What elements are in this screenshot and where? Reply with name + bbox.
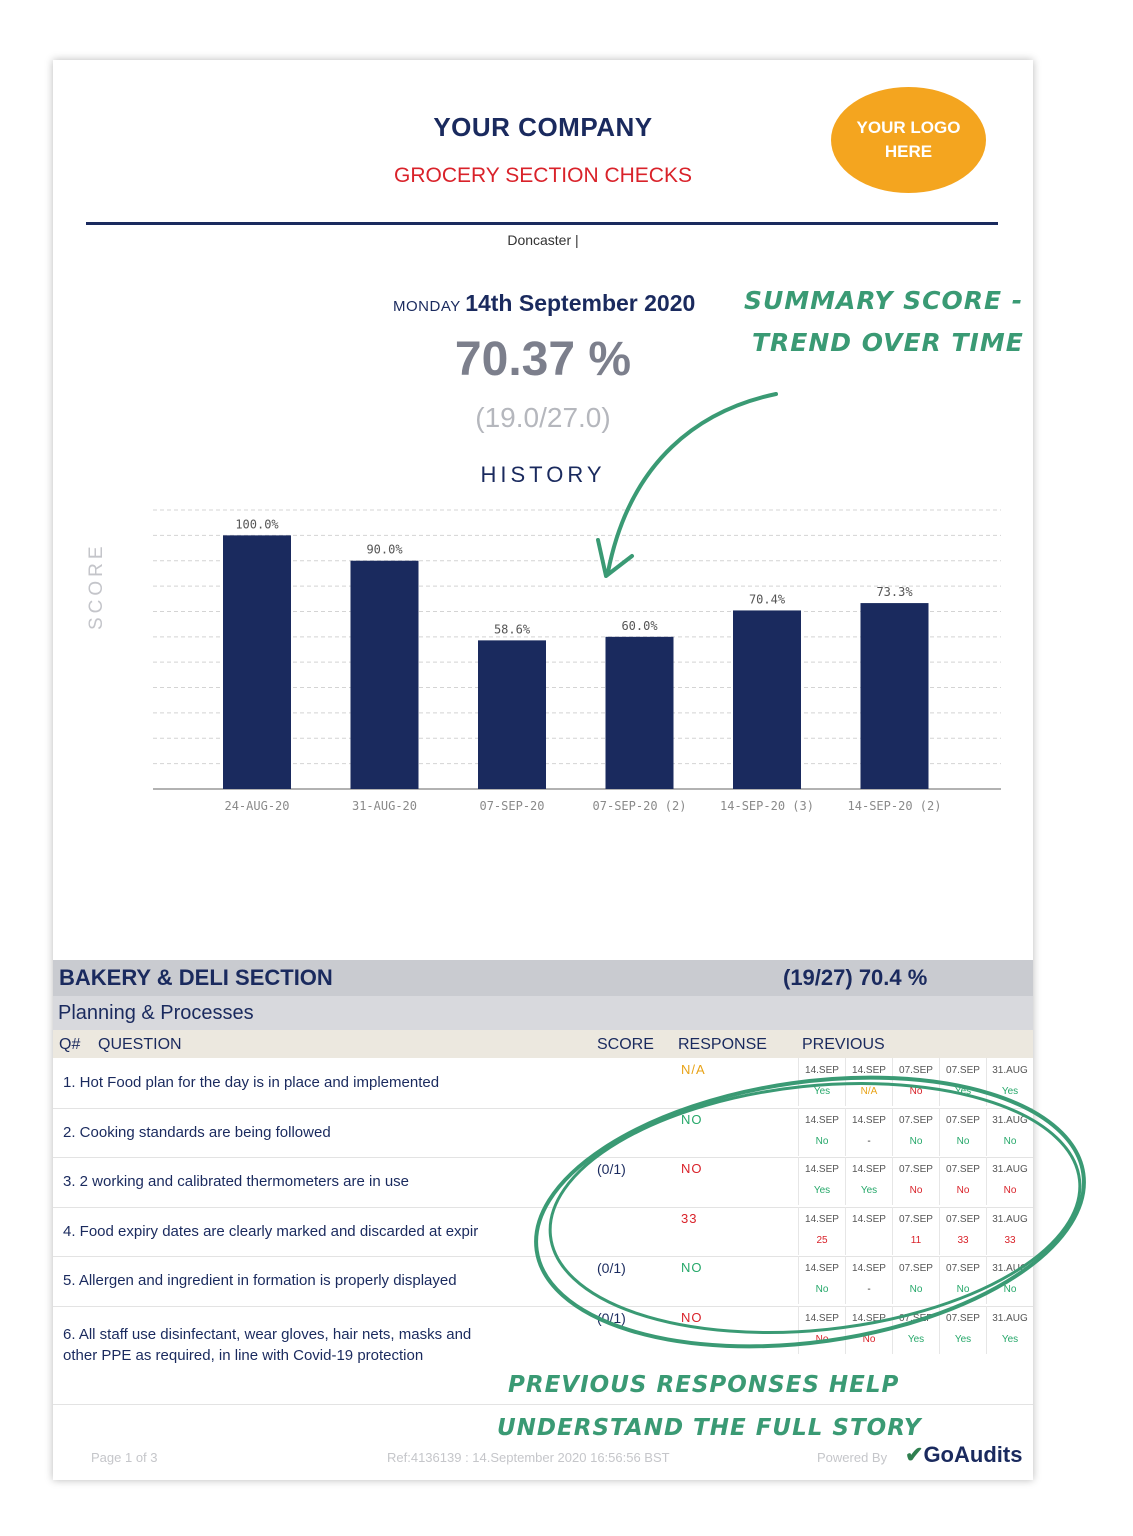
previous-date: 31.AUG (992, 1115, 1028, 1126)
bar-data-label: 60.0% (621, 618, 658, 633)
previous-date: 14.SEP (805, 1214, 839, 1225)
chart-bar (351, 561, 419, 789)
previous-response-cell (892, 1058, 939, 1106)
previous-date: 14.SEP (805, 1313, 839, 1324)
previous-value: Yes (954, 1334, 972, 1345)
previous-date: 14.SEP (805, 1263, 839, 1274)
previous-date: 14.SEP (805, 1065, 839, 1076)
previous-response-cell (939, 1108, 986, 1156)
bar-data-label: 70.4% (748, 592, 786, 607)
question-row (53, 1058, 1033, 1109)
question-score: (0/1) (597, 1161, 626, 1177)
page-number: Page 1 of 3 (91, 1450, 158, 1465)
previous-date: 07.SEP (946, 1214, 980, 1225)
previous-value: No (956, 1185, 970, 1196)
previous-responses (798, 1157, 1033, 1205)
previous-value: Yes (954, 1086, 972, 1097)
previous-response-cell (798, 1058, 845, 1106)
x-tick-label: 07-SEP-20 (479, 799, 545, 813)
previous-date: 14.SEP (805, 1115, 839, 1126)
previous-value: Yes (1001, 1334, 1019, 1345)
previous-value: 11 (910, 1235, 922, 1246)
previous-date: 07.SEP (899, 1115, 933, 1126)
question-response: NO (681, 1112, 703, 1127)
subsection-header (53, 996, 1033, 1030)
previous-value: - (867, 1284, 871, 1295)
previous-response-cell (845, 1207, 892, 1255)
chart-bar (606, 637, 674, 789)
report-day: MONDAY (393, 298, 461, 315)
previous-date: 14.SEP (852, 1263, 886, 1274)
question-row (53, 1256, 1033, 1307)
previous-date: 14.SEP (805, 1164, 839, 1175)
previous-response-cell (798, 1157, 845, 1205)
previous-date: 31.AUG (992, 1313, 1028, 1324)
previous-value: No (909, 1136, 923, 1147)
logo-line-2: HERE (884, 142, 933, 161)
company-name: YOUR COMPANY (433, 112, 653, 142)
previous-date: 07.SEP (899, 1313, 933, 1324)
summary-fraction: (19.0/27.0) (475, 402, 611, 433)
previous-date: 07.SEP (946, 1263, 980, 1274)
col-qnum: Q# (59, 1036, 81, 1053)
previous-value: No (1003, 1284, 1017, 1295)
previous-response-cell (986, 1157, 1033, 1205)
bar-data-label: 90.0% (366, 542, 403, 557)
previous-response-cell (939, 1157, 986, 1205)
previous-value: No (909, 1284, 923, 1295)
col-question: QUESTION (98, 1036, 182, 1053)
previous-responses (798, 1256, 1033, 1304)
previous-date: 07.SEP (946, 1164, 980, 1175)
report-date-value: 14th September 2020 (465, 290, 696, 316)
chart-bar (478, 640, 546, 789)
history-title: HISTORY (480, 462, 606, 487)
previous-date: 07.SEP (946, 1065, 980, 1076)
previous-value: No (909, 1086, 923, 1097)
question-text: 1. Hot Food plan for the day is in place and implemented (63, 1074, 440, 1091)
chart-bar (861, 603, 929, 789)
annotation-previous-line1: PREVIOUS RESPONSES HELP (508, 1372, 900, 1398)
check-icon: ✔ (905, 1442, 924, 1467)
previous-response-cell (845, 1157, 892, 1205)
report-reference: Ref:4136139 : 14.September 2020 16:56:56 BST (387, 1450, 670, 1465)
previous-response-cell (892, 1108, 939, 1156)
previous-responses (798, 1058, 1033, 1106)
previous-value: Yes (907, 1334, 925, 1345)
previous-date: 14.SEP (852, 1164, 886, 1175)
question-text-line2: other PPE as required, in line with Covid-19 protection (63, 1347, 424, 1364)
previous-value: No (956, 1284, 970, 1295)
previous-date: 14.SEP (852, 1065, 886, 1076)
previous-date: 07.SEP (946, 1115, 980, 1126)
goaudits-logo (905, 1442, 1022, 1468)
location-label: Doncaster | (507, 232, 579, 248)
previous-response-cell (798, 1108, 845, 1156)
previous-response-cell (986, 1207, 1033, 1255)
x-tick-label: 07-SEP-20 (2) (592, 799, 687, 813)
question-row (53, 1108, 1033, 1158)
question-row (53, 1157, 1033, 1208)
section-score: (19/27) 70.4 % (783, 965, 928, 990)
previous-response-cell (892, 1306, 939, 1354)
previous-date: 07.SEP (899, 1065, 933, 1076)
previous-response-cell (939, 1058, 986, 1106)
previous-response-cell (939, 1207, 986, 1255)
subsection-title: Planning & Processes (58, 1002, 254, 1024)
question-text: 4. Food expiry dates are clearly marked and discarded at expir (63, 1223, 479, 1240)
previous-value: No (909, 1185, 923, 1196)
logo-line-1: YOUR LOGO (856, 118, 961, 137)
previous-value: Yes (1001, 1086, 1019, 1097)
previous-value: No (1003, 1185, 1017, 1196)
previous-value: 25 (816, 1235, 828, 1246)
previous-response-cell (798, 1207, 845, 1255)
previous-response-cell (845, 1058, 892, 1106)
annotation-previous-line2: UNDERSTAND THE FULL STORY (497, 1415, 922, 1441)
annotation-summary-line2: TREND OVER TIME (752, 328, 1024, 357)
previous-value: Yes (813, 1086, 831, 1097)
previous-date: 07.SEP (899, 1214, 933, 1225)
previous-value: N/A (860, 1086, 878, 1097)
summary-percent: 70.37 % (454, 333, 632, 386)
previous-response-cell (986, 1108, 1033, 1156)
previous-response-cell (892, 1207, 939, 1255)
previous-response-cell (939, 1256, 986, 1304)
previous-date: 07.SEP (946, 1313, 980, 1324)
previous-response-cell (986, 1256, 1033, 1304)
chart-bar (223, 535, 291, 789)
question-response: NO (681, 1161, 703, 1176)
previous-date: 14.SEP (852, 1214, 886, 1225)
question-response: N/A (681, 1062, 706, 1077)
x-tick-label: 31-AUG-20 (351, 799, 418, 813)
bar-data-label: 73.3% (876, 585, 913, 600)
previous-date: 07.SEP (899, 1164, 933, 1175)
chart-bar (733, 610, 801, 789)
question-score: (0/1) (597, 1260, 626, 1276)
col-previous: PREVIOUS (802, 1036, 885, 1053)
previous-response-cell (845, 1108, 892, 1156)
previous-value: Yes (860, 1185, 878, 1196)
question-text: 5. Allergen and ingredient in formation is properly displayed (63, 1272, 457, 1289)
previous-responses (798, 1207, 1033, 1255)
annotation-summary-line1: SUMMARY SCORE - (744, 286, 1024, 315)
previous-value: No (815, 1136, 829, 1147)
question-row (53, 1207, 1033, 1257)
question-text: 2. Cooking standards are being followed (63, 1124, 331, 1141)
previous-value: No (862, 1334, 876, 1345)
chart-y-axis-label: SCORE (86, 542, 107, 630)
previous-responses (798, 1108, 1033, 1156)
previous-value: 33 (1004, 1235, 1016, 1246)
previous-response-cell (798, 1256, 845, 1304)
previous-response-cell (798, 1306, 845, 1354)
bar-data-label: 100.0% (235, 517, 279, 532)
previous-response-cell (986, 1306, 1033, 1354)
question-text: 6. All staff use disinfectant, wear gloves, hair nets, masks and (63, 1326, 472, 1343)
previous-response-cell (986, 1058, 1033, 1106)
previous-date: 31.AUG (992, 1164, 1028, 1175)
powered-by-label: Powered By (817, 1450, 888, 1465)
previous-value: No (1003, 1136, 1017, 1147)
x-tick-label: 14-SEP-20 (3) (720, 799, 814, 813)
previous-response-cell (892, 1157, 939, 1205)
previous-date: 31.AUG (992, 1065, 1028, 1076)
previous-responses (798, 1306, 1033, 1354)
previous-value: No (956, 1136, 970, 1147)
previous-value: 33 (957, 1235, 969, 1246)
col-response: RESPONSE (678, 1036, 767, 1053)
x-tick-label: 24-AUG-20 (224, 799, 290, 813)
bar-data-label: 58.6% (493, 622, 531, 637)
previous-date: 07.SEP (899, 1263, 933, 1274)
question-score: (0/1) (597, 1310, 626, 1326)
col-score: SCORE (597, 1036, 654, 1053)
x-tick-label: 14-SEP-20 (2) (847, 799, 942, 813)
previous-value: No (815, 1334, 829, 1345)
previous-response-cell (892, 1256, 939, 1304)
previous-value: - (867, 1136, 871, 1147)
previous-date: 31.AUG (992, 1263, 1028, 1274)
previous-response-cell (939, 1306, 986, 1354)
question-response: 33 (681, 1211, 698, 1226)
table-header (53, 1030, 1033, 1058)
previous-date: 14.SEP (852, 1313, 886, 1324)
report-subtitle: GROCERY SECTION CHECKS (394, 164, 692, 187)
section-title: BAKERY & DELI SECTION (59, 965, 333, 990)
previous-value: No (815, 1284, 829, 1295)
previous-value: Yes (813, 1185, 831, 1196)
previous-date: 14.SEP (852, 1115, 886, 1126)
question-text: 3. 2 working and calibrated thermometers are in use (63, 1173, 410, 1190)
section-header (53, 960, 1033, 996)
question-response: NO (681, 1310, 703, 1325)
previous-response-cell (845, 1306, 892, 1354)
previous-response-cell (845, 1256, 892, 1304)
previous-date: 31.AUG (992, 1214, 1028, 1225)
report-page (53, 60, 1033, 1480)
history-bar-chart (53, 60, 1033, 840)
question-response: NO (681, 1260, 703, 1275)
goaudits-wordmark: GoAudits (923, 1442, 1023, 1467)
